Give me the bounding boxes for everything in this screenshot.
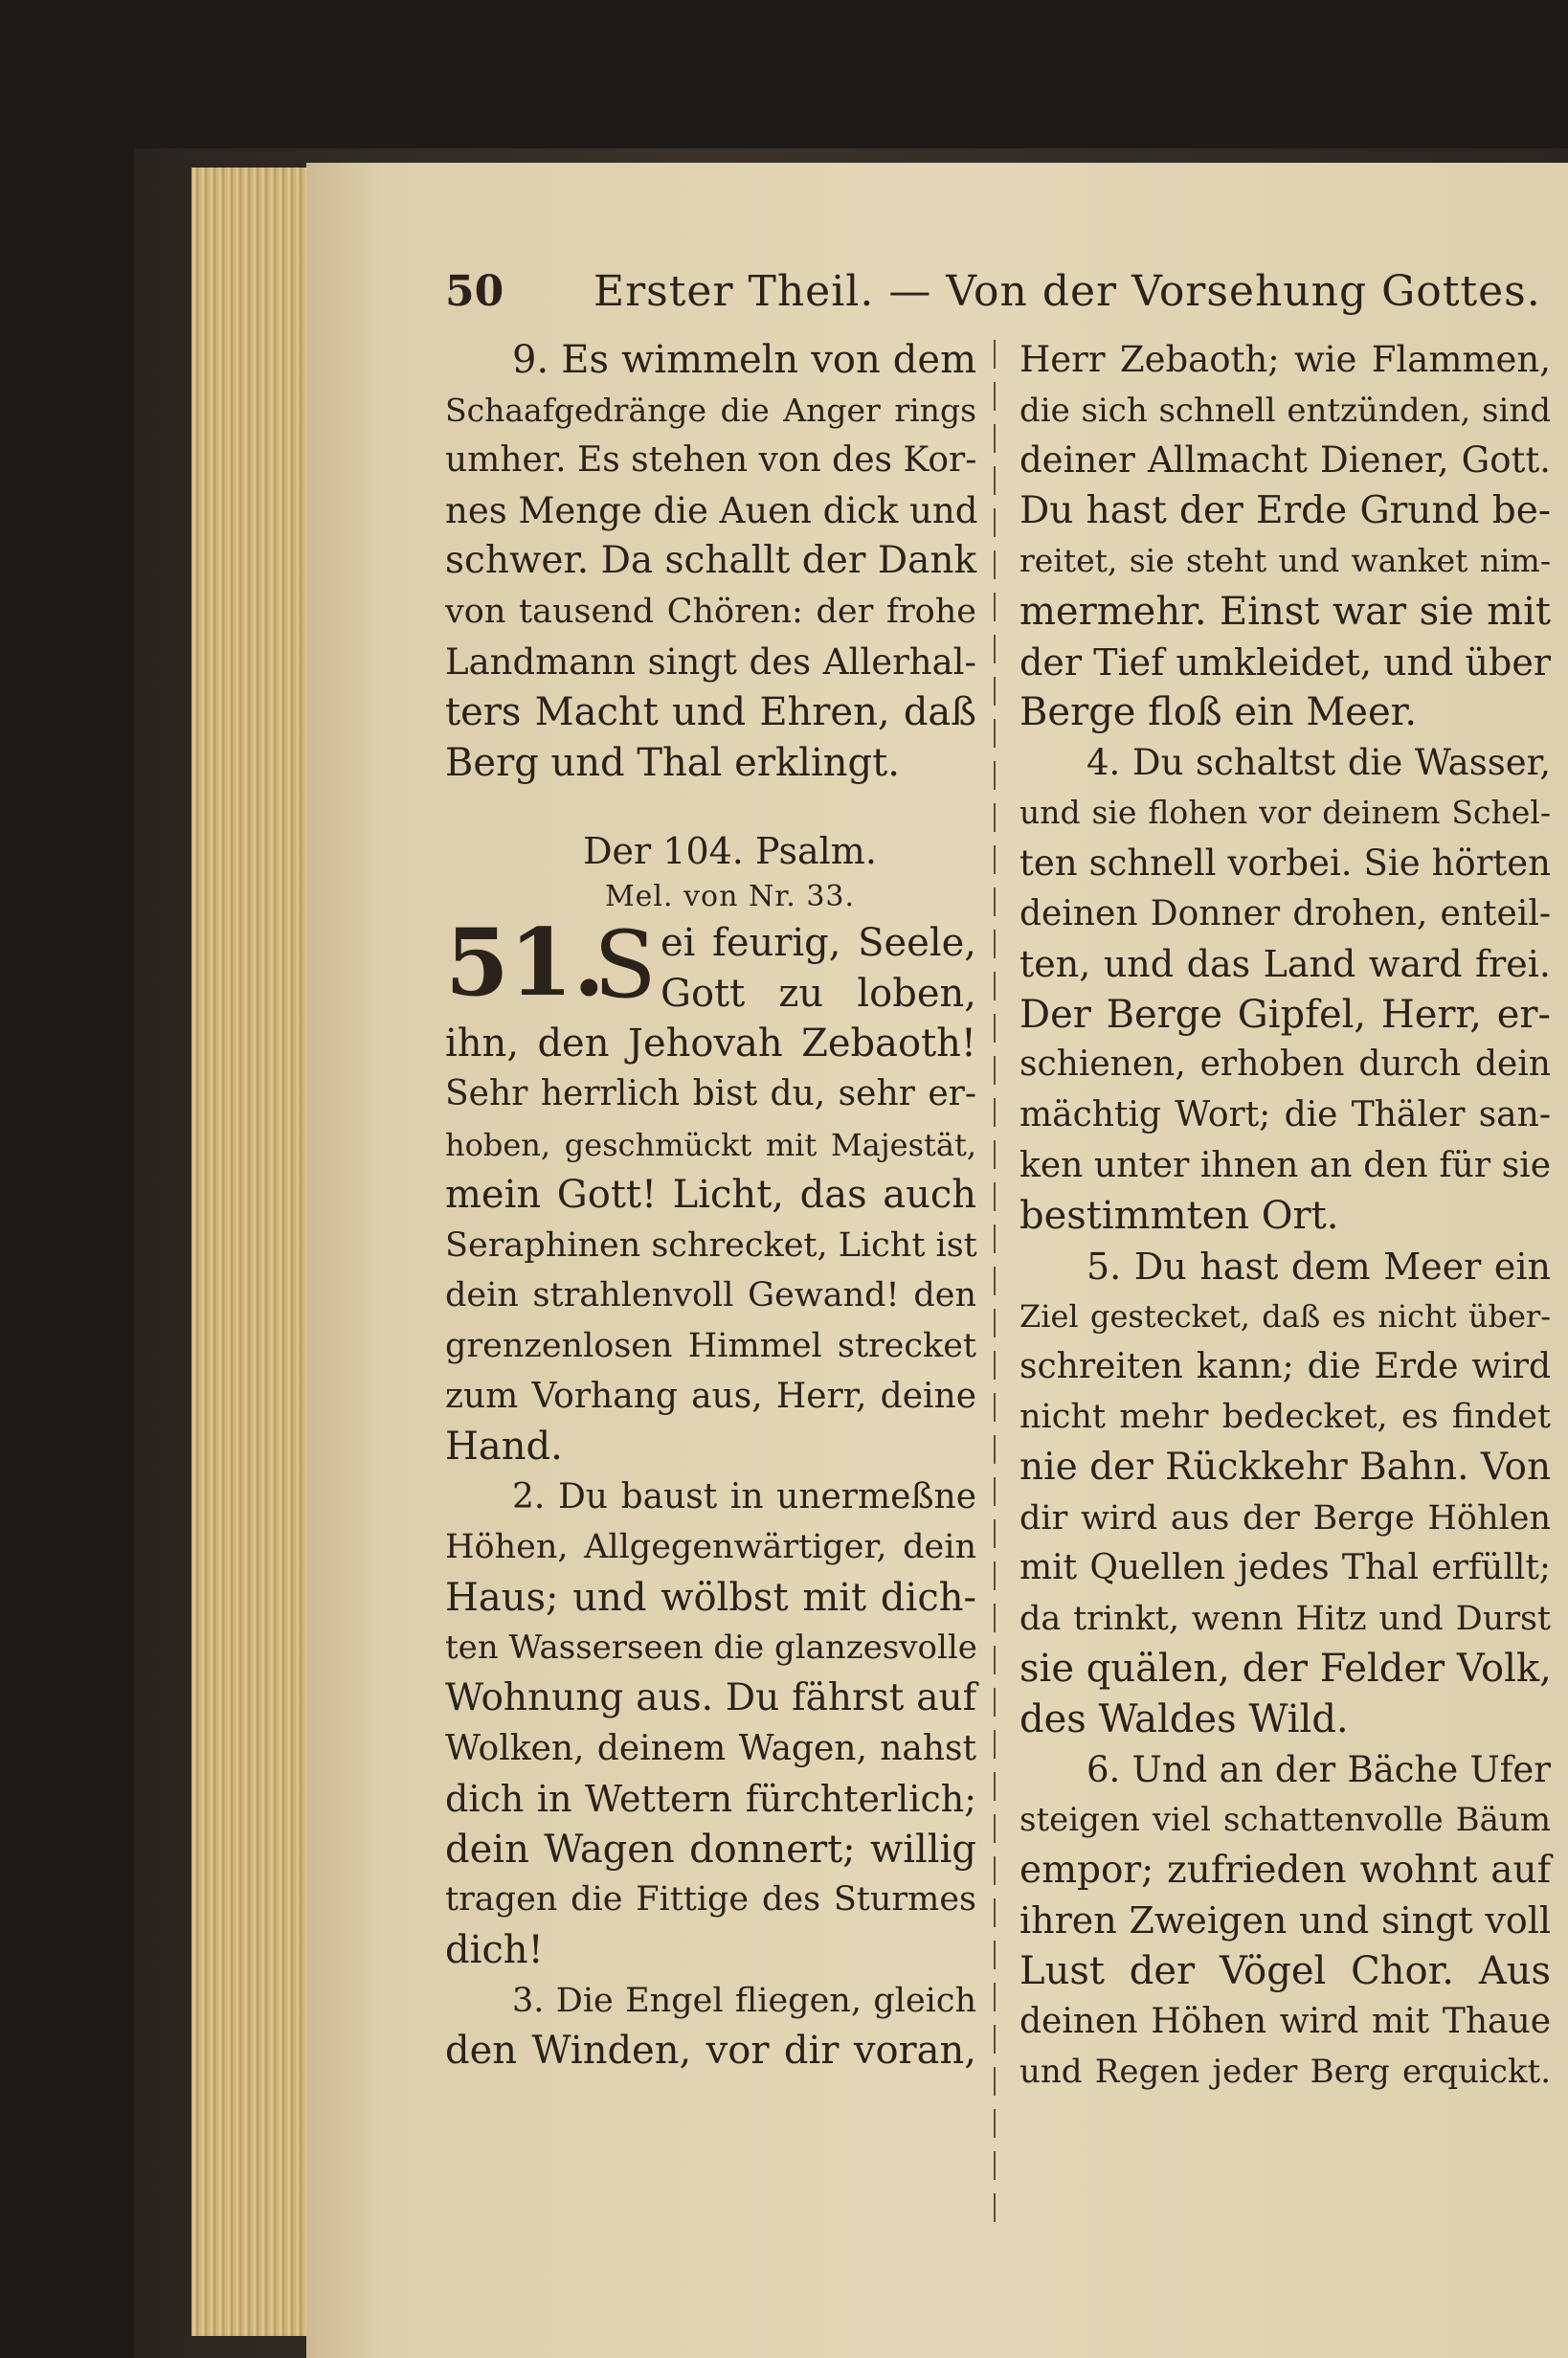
text-line: ten Wasserseen die glanzesvolle [445,1628,977,1668]
text-line: ters Macht und Ehren, daß [445,690,976,735]
text-line: zum Vorhang aus, Herr, deine [445,1376,976,1416]
text-line: umher. Es stehen von des Kor- [445,440,977,481]
right-column [1019,335,1551,2098]
running-head [445,263,1541,321]
text-line: Sehr herrlich bist du, sehr er- [445,1073,976,1113]
text-line: nes Menge die Auen dick und [445,489,978,531]
text-line: ken unter ihnen an den für sie [1019,1145,1551,1185]
text-line: reitet, sie steht und wanket nim- [1019,542,1551,580]
text-line: dein strahlenvoll Gewand! den [445,1276,976,1315]
text-line: Seraphinen schrecket, Licht ist [445,1225,977,1265]
text-line: die sich schnell entzünden, sind [1019,391,1551,430]
text-line: schreiten kann; die Erde wird [1019,1346,1551,1386]
text-line: nicht mehr bedecket, es findet [1019,1398,1551,1437]
text-line: Ziel gestecket, daß es nicht über- [1019,1298,1551,1336]
text-line: Landmann singt des Allerhal- [445,640,976,683]
text-line: Wohnung aus. Du fährst auf [445,1676,976,1720]
text-line: da trinkt, wenn Hitz und Durst [1019,1599,1551,1638]
text-line: 6. Und an der Bäche Ufer [1086,1748,1551,1790]
text-line: mermehr. Einst war sie mit [1019,589,1551,634]
text-line: Berge floß ein Meer. [1019,690,1418,735]
text-line: dir wird aus der Berge Höhlen [1019,1498,1551,1538]
text-line: ihren Zweigen und singt voll [1019,1899,1551,1943]
text-line: ihn, den Jehovah Zebaoth! [445,1022,976,1067]
text-line: ten schnell vorbei. Sie hörten [1019,842,1551,884]
text-line: und sie flohen vor deinem Schel- [1019,794,1551,832]
text-line: hoben, geschmückt mit Majestät, [445,1126,976,1163]
text-line: deiner Allmacht Diener, Gott. [1019,439,1551,482]
text-line: Berg und Thal erklingt. [445,740,900,785]
text-line: dein Wagen donnert; willig [445,1827,976,1872]
drop-cap: S [594,911,657,1020]
text-line: grenzenlosen Himmel strecket [445,1326,976,1365]
melody-note: Mel. von Nr. 33. [604,880,856,914]
text-line: steigen viel schattenvolle Bäum [1019,1801,1551,1840]
left-column [445,335,976,2077]
text-line: Lust der Vögel Chor. Aus [1019,1949,1551,1993]
text-line: ten, und das Land ward frei. [1019,943,1551,986]
text-line: der Tief umkleidet, und über [1019,640,1551,684]
text-line: von tausend Chören: der frohe [445,592,976,631]
column-divider [994,340,996,2231]
text-line: des Waldes Wild. [1019,1697,1349,1742]
text-line: 3. Die Engel fliegen, gleich [512,1981,976,2020]
page-edges [191,168,316,2336]
psalm-heading: Der 104. Psalm. [583,830,877,873]
text-line: Haus; und wölbst mit dich- [445,1575,976,1620]
text-line: Schaafgedränge die Anger rings [445,391,976,429]
text-line: mit Quellen jedes Thal erfüllt; [1019,1548,1551,1588]
text-line: dich! [445,1928,544,1973]
text-line: Herr Zebaoth; wie Flammen, [1019,339,1551,380]
text-line: ei feurig, Seele, [661,921,976,966]
text-line: 5. Du hast dem Meer ein [1086,1245,1551,1288]
text-line: bestimmten Ort. [1019,1194,1339,1239]
hymn-start [445,909,976,1020]
text-line: den Winden, vor dir voran, [445,2029,976,2074]
text-line: Hand. [445,1425,563,1470]
text-line: Der Berge Gipfel, Herr, er- [1019,992,1551,1037]
text-line: empor; zufrieden wohnt auf [1019,1848,1551,1892]
page-number: 50 [445,267,504,316]
hymn-number: 51. [445,909,606,1018]
running-title: Erster Theil. — Von der Vorsehung Gottes. [594,267,1541,316]
text-line: Höhen, Allgegenwärtiger, dein [445,1528,976,1567]
text-line: 2. Du baust in unermeßne [512,1476,976,1516]
text-line: sie quälen, der Felder Volk, [1019,1647,1552,1692]
text-line: deinen Donner drohen, enteil- [1019,893,1551,933]
text-line: schienen, erhoben durch dein [1019,1044,1551,1085]
text-line: mächtig Wort; die Thäler san- [1019,1094,1551,1134]
text-line: tragen die Fittige des Sturmes [445,1880,976,1920]
text-line: Gott zu loben, [661,971,976,1016]
text-line: Wolken, deinem Wagen, nahst [445,1728,976,1768]
text-line: 9. Es wimmeln von dem [512,338,976,382]
text-line: nie der Rückkehr Bahn. Von [1019,1446,1552,1490]
text-line: 4. Du schaltst die Wasser, [1086,741,1551,783]
text-line: Du hast der Erde Grund be- [1019,488,1551,532]
text-line: dich in Wettern fürchterlich; [445,1778,976,1821]
text-line: mein Gott! Licht, das auch [445,1173,976,1218]
text-line: und Regen jeder Berg erquickt. [1019,2053,1551,2092]
text-line: deinen Höhen wird mit Thaue [1019,2001,1551,2041]
book-page [306,163,1568,2358]
text-line: schwer. Da schallt der Dank [445,539,977,583]
